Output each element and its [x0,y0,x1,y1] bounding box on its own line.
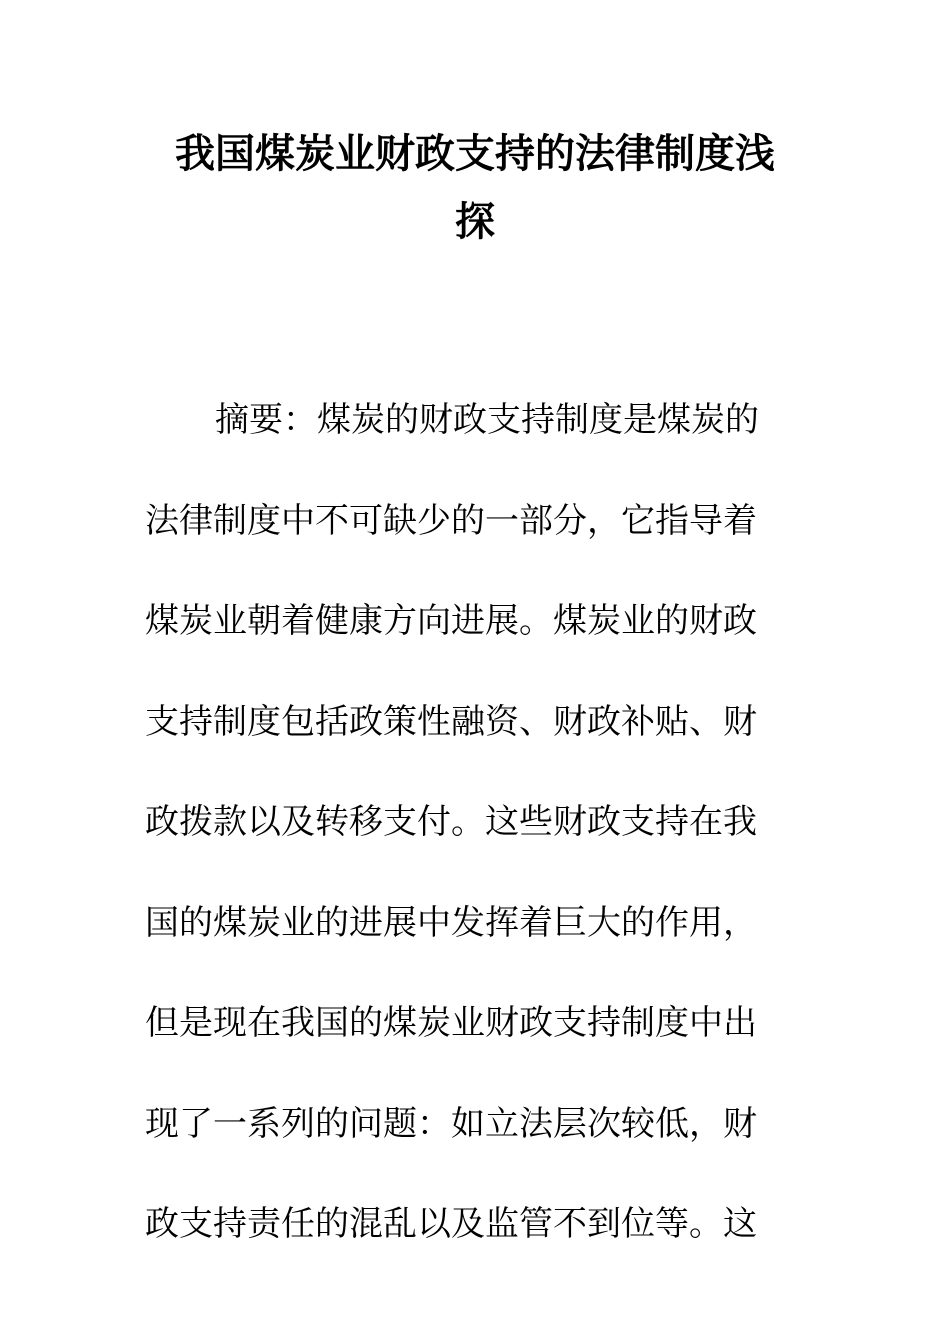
document-title [140,120,810,256]
body-line-6: 国的煤炭业的进展中发挥着巨大的作用， [145,902,757,943]
body-line-3: 煤炭业朝着健康方向进展。煤炭业的财政 [145,601,757,641]
body-line-8: 现了一系列的问题：如立法层次较低，财 [145,1103,757,1144]
body-line-5: 政拨款以及转移支付。这些财政支持在我 [145,802,757,842]
body-line-7: 但是现在我国的煤炭业财政支持制度中出 [145,1003,757,1043]
body-line-9: 政支持责任的混乱以及监管不到位等。这 [145,1204,757,1244]
title-line-2: 探 [455,198,495,245]
body-line-2: 法律制度中不可缺少的一部分，它指导着 [145,500,757,541]
abstract-paragraph [145,370,805,1275]
body-line-4: 支持制度包括政策性融资、财政补贴、财 [145,701,757,742]
body-line-1: 摘要：煤炭的财政支持制度是煤炭的 [215,400,759,440]
title-line-1: 我国煤炭业财政支持的法律制度浅 [175,130,775,177]
